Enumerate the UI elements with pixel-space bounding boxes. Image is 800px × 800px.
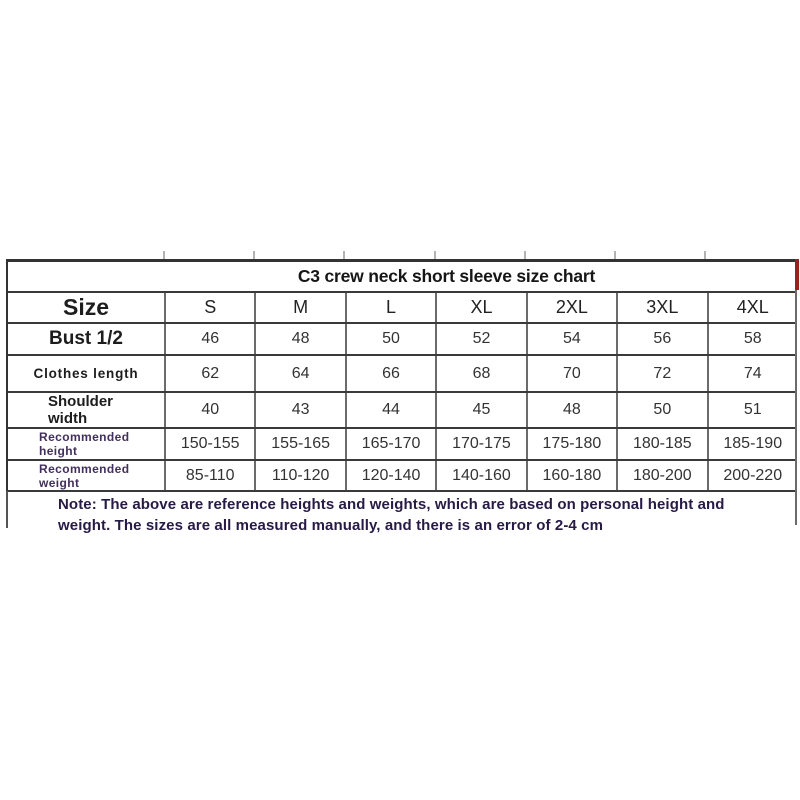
header-size-4xl: 4XL [707, 293, 797, 322]
shoulder-width-value: 40 [164, 393, 254, 427]
table-row-recommended-height [8, 427, 797, 459]
bust-value: 58 [707, 324, 797, 354]
bust-value: 46 [164, 324, 254, 354]
table-row-clothes-length [8, 354, 797, 391]
bust-value: 50 [345, 324, 435, 354]
clothes-length-value: 62 [164, 356, 254, 391]
row-label-recommended-height-text: Recommended height [39, 430, 130, 458]
recommended-height-value: 155-165 [254, 429, 344, 459]
row-label-bust [8, 324, 164, 354]
recommended-height-value: 165-170 [345, 429, 435, 459]
recommended-weight-value: 200-220 [707, 461, 797, 490]
clothes-length-value: 72 [616, 356, 706, 391]
header-size-3xl: 3XL [616, 293, 706, 322]
table-row-shoulder-width [8, 391, 797, 427]
row-label-recommended-weight [8, 461, 164, 490]
bust-value: 54 [526, 324, 616, 354]
table-right-border [795, 290, 797, 525]
clothes-length-value: 64 [254, 356, 344, 391]
column-line-stub [704, 251, 706, 259]
recommended-weight-value: 110-120 [254, 461, 344, 490]
table-row-recommended-weight [8, 459, 797, 490]
header-size-xl: XL [435, 293, 525, 322]
header-size-s: S [164, 293, 254, 322]
clothes-length-value: 74 [707, 356, 797, 391]
bust-value: 56 [616, 324, 706, 354]
bust-value: 48 [254, 324, 344, 354]
column-line-stub [253, 251, 255, 259]
table-header-row [8, 291, 797, 322]
row-label-clothes-length [8, 356, 164, 391]
note-line-2: weight. The sizes are all measured manually, and there is an error of 2-4 cm [58, 517, 604, 534]
table-title: C3 crew neck short sleeve size chart [297, 266, 596, 286]
recommended-height-value: 185-190 [707, 429, 797, 459]
shoulder-width-value: 50 [616, 393, 706, 427]
bust-value: 52 [435, 324, 525, 354]
shoulder-width-value: 48 [526, 393, 616, 427]
column-line-stub [163, 251, 165, 259]
shoulder-width-value: 45 [435, 393, 525, 427]
row-label-shoulder-width-text: Shoulder width [48, 393, 114, 427]
row-label-shoulder-width [8, 393, 164, 427]
recommended-weight-value: 85-110 [164, 461, 254, 490]
header-size-label [8, 293, 164, 322]
note-left-border-stub [6, 491, 8, 528]
table-title-row [8, 262, 797, 291]
size-chart-note [58, 494, 758, 536]
recommended-weight-value: 120-140 [345, 461, 435, 490]
clothes-length-value: 68 [435, 356, 525, 391]
row-label-bust-text: Bust 1/2 [49, 328, 123, 349]
recommended-height-value: 180-185 [616, 429, 706, 459]
column-line-stub [434, 251, 436, 259]
header-size-m: M [254, 293, 344, 322]
recommended-weight-value: 160-180 [526, 461, 616, 490]
shoulder-width-value: 44 [345, 393, 435, 427]
row-label-recommended-weight-text: Recommended weight [39, 461, 130, 490]
shoulder-width-value: 51 [707, 393, 797, 427]
column-line-stub [343, 251, 345, 259]
header-size-l: L [345, 293, 435, 322]
size-label-text: Size [62, 294, 110, 320]
recommended-height-value: 150-155 [164, 429, 254, 459]
clothes-length-value: 70 [526, 356, 616, 391]
red-border-segment [795, 259, 799, 290]
recommended-weight-value: 140-160 [435, 461, 525, 490]
recommended-height-value: 175-180 [526, 429, 616, 459]
row-label-recommended-height [8, 429, 164, 459]
clothes-length-value: 66 [345, 356, 435, 391]
size-chart-table [6, 259, 797, 492]
header-size-2xl: 2XL [526, 293, 616, 322]
recommended-height-value: 170-175 [435, 429, 525, 459]
table-row-bust [8, 322, 797, 354]
recommended-weight-value: 180-200 [616, 461, 706, 490]
column-line-stub [614, 251, 616, 259]
note-line-1: Note: The above are reference heights and weights, which are based on personal height and [58, 496, 725, 513]
shoulder-width-value: 43 [254, 393, 344, 427]
column-line-stub [524, 251, 526, 259]
row-label-clothes-length-text: Clothes length [33, 366, 139, 381]
